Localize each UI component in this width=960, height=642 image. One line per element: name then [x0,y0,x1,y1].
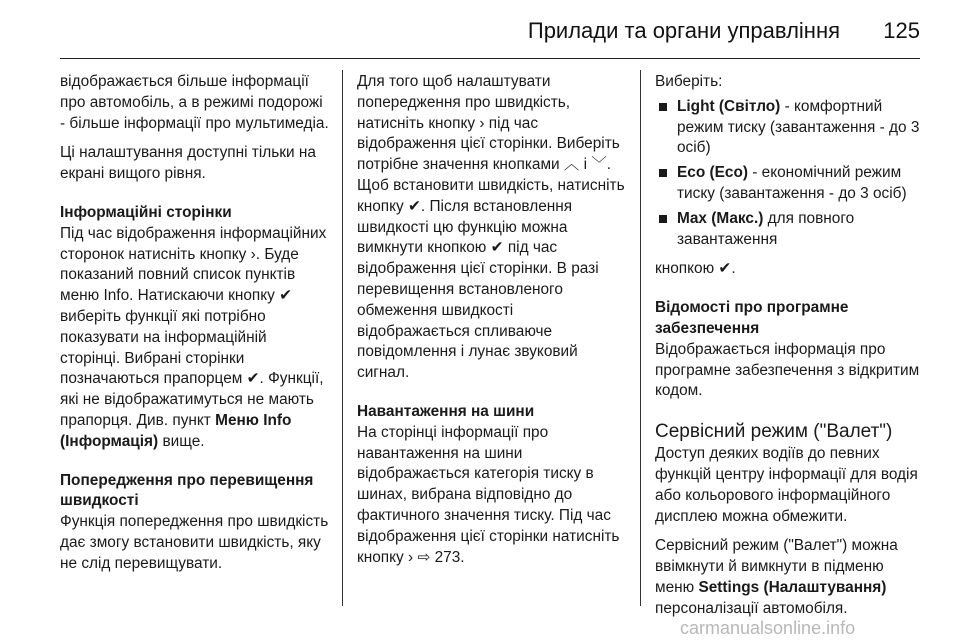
section-heading-tire-load: Навантаження на шини [357,402,535,420]
paragraph: Відображається інформація про програмне забезпечення з відкритим кодом. [655,340,920,400]
arrow-right-icon: › [250,245,256,263]
check-icon: ✔ [246,370,260,388]
header-divider [60,58,920,59]
paragraph: Ці налаштування доступні тільки на екрані вищого рівня. [60,144,316,183]
arrow-up-icon: ︿ [563,156,580,174]
list-item: Eco (Eco) - економічний режим тиску (завантаження - до 3 осіб) [655,163,923,205]
column-3 [655,72,923,620]
page-reference-icon: ⇨ [417,548,431,566]
column-2 [357,72,627,568]
paragraph-info-pages: Під час відображення інформаційних сторонок натисніть кнопку ›. Буде показаний повний список пунктів меню Info. Натискаючи кнопку ✔ виберіть функції які потрібно показувати на інформаційній сторінці. Вибрані сторінки позначаються прапорцем ✔. Функції, які не відображатимуться не мають прапорця. Див. пункт Меню Info (Інформація) вище. [60,224,327,450]
paragraph-tire-load: На сторінці інформації про навантаження на шини відображається категорія тиску в шинах, вибрана відповідно до фактичного значення тиску. Під час відображення цієї сторінки натисніть кнопку › ⇨ 273. [357,423,627,569]
check-icon: ✔ [718,260,732,278]
bullet-square-icon [659,215,667,223]
paragraph: Доступ деяких водіїв до певних функцій центру інформації для водія або кольорового інформаційного дисплею можна обмежити. [655,445,918,525]
arrow-down-icon: ﹀ [591,156,607,174]
arrow-right-icon: › [479,114,485,132]
column-divider-1 [342,70,343,606]
section-heading-info-pages: Інформаційні сторінки [60,203,232,221]
check-icon: ✔ [279,287,293,305]
paragraph: Функція попередження про швидкість дає змогу встановити швидкість, яку не слід перевищувати. [60,513,329,572]
list-item: Max (Макс.) для повного завантаження [655,209,923,251]
section-heading-speed-warning: Попередження про перевищення швидкості [60,471,314,510]
section-heading-software-info: Відомості про програмне забезпечення [655,299,849,337]
paragraph: Виберіть: [655,73,723,90]
menu-info-link: Меню Info (Інформація) [60,411,292,450]
watermark-logo: carmanualsonline.info [680,618,856,638]
paragraph-speed-setup: Для того щоб налаштувати попередження про швидкість, натисніть кнопку › під час відображення цієї сторінки. Виберіть потрібне значення кнопками ︿ і ﹀. Щоб встановити швидкість, натисніть кнопку ✔. Після встановлення швидкості цю функцію можна вимкнути кнопкою ✔ під час відображення цієї сторінки. В разі перевищення встановленого обмеження швидкості відображається спливаюче повідомлення і лунає звуковий сигнал. [357,73,625,382]
column-divider-2 [640,70,641,606]
check-icon: ✔ [490,239,504,257]
paragraph: відображається більше інформації про автомобіль, а в режимі подорожі - більше інформації про мультимедіа. [60,73,329,132]
bullet-square-icon [659,103,667,111]
settings-link: Settings (Налаштування) [698,578,887,596]
bullet-square-icon [659,169,667,177]
column-1 [60,72,330,575]
page-title: Прилади та органи управління [527,18,840,43]
section-heading-valet-mode: Сервісний режим ("Валет") [655,421,893,443]
page-reference: 273. [434,548,465,566]
paragraph-button: кнопкою ✔. [655,259,923,280]
arrow-right-icon: › [408,548,414,566]
paragraph-valet-settings: Сервісний режим ("Валет") можна ввімкнути й вимкнути в підменю меню Settings (Налаштування) персоналізації автомобіля. [655,537,898,617]
page-number: 125 [883,18,920,43]
check-icon: ✔ [408,197,421,215]
mode-list [655,97,923,251]
list-item: Light (Світло) - комфортний режим тиску (завантаження - до 3 осіб) [655,97,923,159]
